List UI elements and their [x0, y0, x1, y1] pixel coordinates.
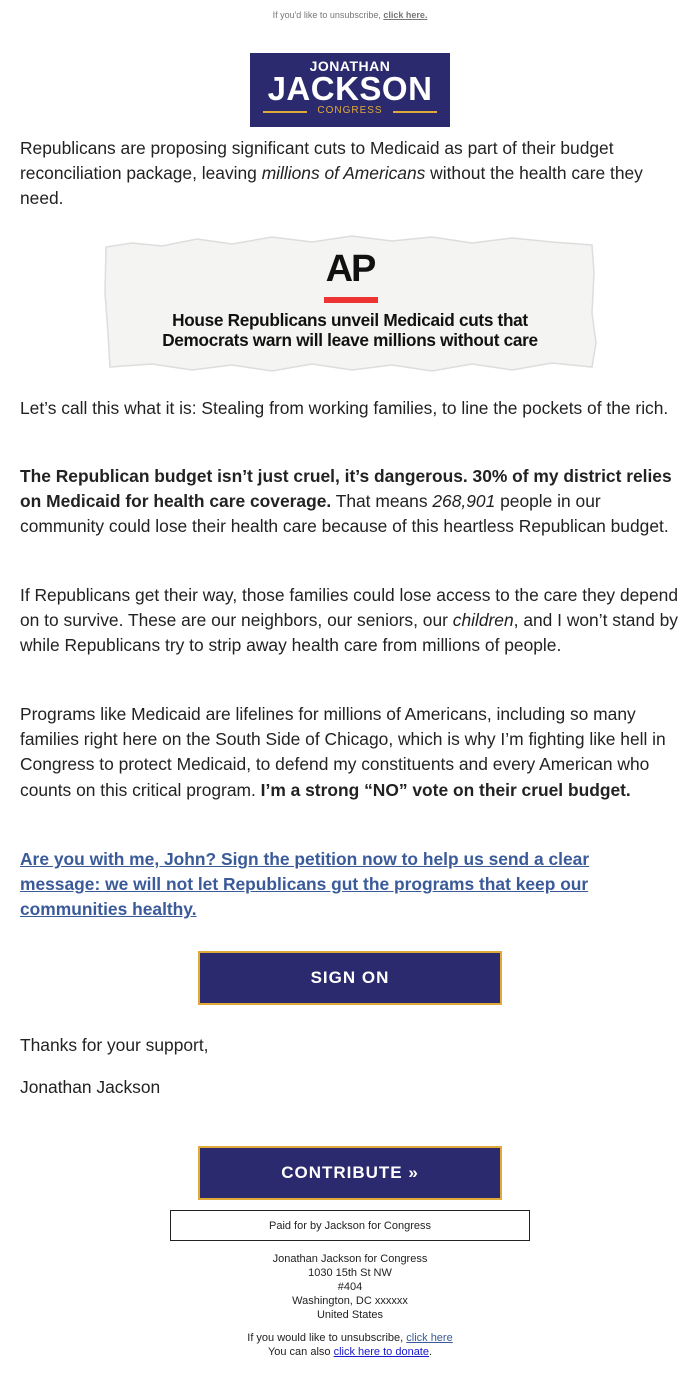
address-line: United States	[316, 1309, 384, 1321]
intro-emphasis: millions of Americans	[261, 163, 426, 184]
news-clipping-image	[102, 233, 598, 373]
dangerous-text-a: That means	[331, 491, 433, 512]
footer-unsubscribe-text: If you would like to unsubscribe,	[247, 1332, 404, 1344]
footer-unsubscribe-link[interactable]: click here	[406, 1332, 453, 1344]
dangerous-text-b: people in our community could lose their health care because of this heartless Republican budget.	[20, 491, 669, 537]
paragraph-dangerous	[20, 464, 680, 540]
footer-donate-text: You can also	[267, 1346, 331, 1358]
paragraph-intro	[20, 136, 680, 212]
footer-donate-link[interactable]: click here to donate	[333, 1346, 429, 1358]
logo-rule-right	[393, 111, 437, 113]
address-line: Washington, DC xxxxxx	[292, 1295, 408, 1307]
footer-donate-line	[0, 1345, 700, 1359]
intro-text-a: Republicans are proposing significant cuts to Medicaid as part of their budget reconciliation package, leaving	[20, 138, 614, 184]
petition-link[interactable]: Are you with me, John? Sign the petition now to help us send a clear message: we will not let Republicans gut the programs that keep our communities healthy.	[20, 849, 590, 920]
signature: Jonathan Jackson	[20, 1077, 161, 1097]
top-unsubscribe-link[interactable]: click here.	[383, 10, 428, 20]
dangerous-bold: The Republican budget isn’t just cruel, it’s dangerous. 30% of my district relies on Medicaid for health care coverage.	[20, 466, 672, 512]
top-unsubscribe-line	[0, 10, 700, 20]
footer-donate-end: .	[428, 1346, 433, 1358]
paragraph-stealing: Let’s call this what it is: Stealing from working families, to line the pockets of the rich.	[20, 398, 669, 418]
news-headline-line2: Democrats warn will leave millions without care	[162, 330, 538, 350]
paragraph-families	[20, 583, 680, 659]
thanks-line: Thanks for your support,	[20, 1035, 209, 1055]
top-unsubscribe-text: If you'd like to unsubscribe,	[272, 10, 381, 20]
intro-text-b: without the health care they need.	[20, 163, 643, 209]
logo-subtitle: CONGRESS	[317, 105, 383, 116]
families-emphasis: children	[452, 610, 514, 631]
campaign-logo	[250, 53, 450, 127]
ap-logo: AP	[325, 248, 375, 290]
contribute-button[interactable]: CONTRIBUTE »	[198, 1146, 502, 1200]
families-text-b: , and I won’t stand by while Republicans try to strip away health care from millions of people.	[20, 610, 679, 656]
paragraph-programs	[20, 702, 680, 803]
news-headline-line1: House Republicans unveil Medicaid cuts that	[172, 310, 528, 330]
dangerous-emphasis: 268,901	[432, 491, 496, 512]
sign-on-button[interactable]: SIGN ON	[198, 951, 502, 1005]
families-text-a: If Republicans get their way, those families could lose access to the care they depend on to survive. These are our neighbors, our seniors, our	[20, 585, 678, 631]
logo-last-name: JACKSON	[267, 70, 433, 107]
programs-text: Programs like Medicaid are lifelines for millions of Americans, including so many families right here on the South Side of Chicago, which is why I’m fighting like hell in Congress to protect Medicaid, to defend my constituents and every American who counts on this critical program.	[20, 704, 666, 800]
logo-first-name: JONATHAN	[309, 58, 391, 74]
ap-red-bar	[324, 297, 378, 303]
address-line: 1030 15th St NW	[308, 1267, 392, 1279]
footer-address	[0, 1252, 700, 1322]
paid-for-box: Paid for by Jackson for Congress	[170, 1210, 530, 1241]
address-line: #404	[337, 1281, 363, 1293]
footer-unsubscribe-line	[0, 1331, 700, 1345]
news-headline	[102, 310, 598, 350]
footer-links	[0, 1331, 700, 1359]
address-line: Jonathan Jackson for Congress	[272, 1253, 428, 1265]
programs-bold: I’m a strong “NO” vote on their cruel budget.	[260, 779, 631, 800]
